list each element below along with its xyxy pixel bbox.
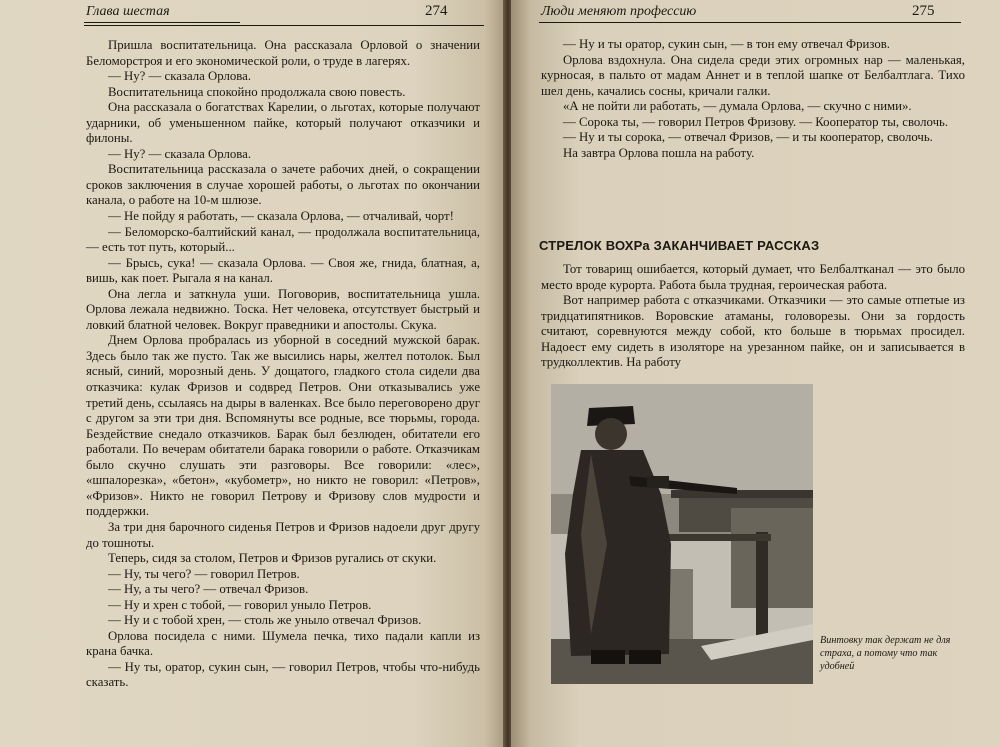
right-bottom-paragraph: Вот например работа с отказчиками. Отказчики — это самые отпетые из тридцатипятников. Воровские атаманы, головорезы. Они за гордость считают, соревнуются между собой, кто больше в тюрьмах просидел. Надоест ему сидеть в изоляторе на урезанном пайке, он и записывается в трудколлектив. На работу	[541, 293, 965, 370]
left-body-text	[86, 38, 480, 691]
left-head-rule-short	[84, 22, 240, 23]
left-paragraph: — Беломорско-балтийский канал, — продолжала воспитательница, — есть тот путь, который...	[86, 224, 480, 255]
guard-with-rifle-illustration	[551, 384, 813, 684]
left-paragraph: — Ну и с тобой хрен, — столь же уныло отвечал Фризов.	[108, 613, 422, 628]
right-page-number: 275	[912, 3, 935, 19]
left-paragraph: — Брысь, сука! — сказала Орлова. — Своя же, гнида, блатная, а, вишь, как поет. Рыгала я на канал.	[86, 255, 480, 286]
right-top-paragraph: — Сорока ты, — говорил Петров Фризову. — Кооператор ты, сволочь.	[563, 114, 949, 129]
left-paragraph: Она легла и заткнула уши. Поговорив, воспитательница ушла. Орлова лежала недвижно. Тоска. Нет человека, отсутствует быстрый и ловкий блатной человек. Вокруг праведники и апостолы. Скука.	[86, 286, 480, 332]
left-paragraph: — Ну? — сказала Орлова.	[108, 69, 252, 84]
left-paragraph: За три дня барочного сиденья Петров и Фризов надоели друг другу до тошноты.	[86, 519, 480, 550]
photo-caption-text: Винтовку так держат не для страха, а потому что так удобней	[820, 635, 951, 672]
left-paragraph: Пришла воспитательница. Она рассказала Орловой о значении Беломорстроя и его экономической роли, о труде в лагерях.	[86, 38, 480, 68]
left-paragraph: Она рассказала о богатствах Карелии, о льготах, которые получают ударники, об уменьшенном пайке, который получают отказчики и филоны.	[86, 100, 480, 146]
left-head-rule	[84, 25, 484, 26]
right-top-paragraph: Орлова вздохнула. Она сидела среди этих огромных нар — маленькая, курносая, в пальто от мадам Аннет и в теплой шапке от Белбалтлага. Тихо шел день, качались сосны, кричали галки.	[541, 52, 965, 98]
left-running-head: Глава шестая	[86, 4, 170, 19]
right-bottom-paragraph: Тот товарищ ошибается, который думает, что Белбалтканал — это было место вроде курорта. Работа была трудная, героическая работа.	[541, 262, 965, 292]
left-paragraph: Воспитательница спокойно продолжала свою повесть.	[108, 84, 406, 99]
left-paragraph: — Ну? — сказала Орлова.	[108, 146, 252, 161]
right-running-head: Люди меняют профессию	[541, 4, 697, 19]
left-page-number: 274	[425, 3, 448, 19]
left-paragraph: — Не пойду я работать, — сказала Орлова, — отчаливай, чорт!	[108, 209, 454, 224]
left-paragraph: Теперь, сидя за столом, Петров и Фризов ругались от скуки.	[108, 551, 437, 566]
right-body-text-bottom	[541, 262, 965, 371]
section-heading: СТРЕЛОК ВОХРа ЗАКАНЧИВАЕТ РАССКАЗ	[539, 238, 820, 253]
left-paragraph: Днем Орлова пробралась из уборной в соседний мужской барак. Здесь было так же пусто. Так же высились нары, желтел потолок. Был ясный, синий, морозный день. У дощатого, гладкого стола сидели два отказчика: кулак Фризов и содвред Петров. Они отказывались уже третий день, ссылаясь на дыры в валенках. Все было переговорено друг с другом за эти три дня. Вспомянуты все родные, все тюрьмы, города. Бездействие снедало отказчиков. Барак был безлюден, обитатели его работали. По вечерам обитатели барака говорили о работе. Отказчикам было скучно слушать эти разговоры. Все говорили: «лес», «шпалорезка», «бетон», «кубометр», но никто не говорил: «Петров», «Фризов». Никто не говорил Петрову и Фризову слов мудрости и поддержки.	[86, 333, 480, 519]
left-paragraph: Орлова посидела с ними. Шумела печка, тихо падали капли из крана бачка.	[86, 628, 480, 659]
left-paragraph: — Ну ты, оратор, сукин сын, — говорил Петров, чтобы что-нибудь сказать.	[86, 659, 480, 690]
right-body-text-top	[541, 37, 965, 161]
right-head-rule	[539, 22, 961, 23]
left-paragraph: — Ну, а ты чего? — отвечал Фризов.	[108, 582, 309, 597]
guard-photo	[551, 384, 813, 684]
left-paragraph: — Ну и хрен с тобой, — говорил уныло Петров.	[108, 597, 372, 612]
right-top-paragraph: — Ну и ты оратор, сукин сын, — в тон ему отвечал Фризов.	[563, 37, 891, 51]
left-paragraph: Воспитательница рассказала о зачете рабочих дней, о сокращении сроков заключения в случае хорошей работы, о льготах по окончании канала, о работе на 10-м шлюзе.	[86, 162, 480, 208]
left-paragraph: — Ну, ты чего? — говорил Петров.	[108, 566, 300, 581]
photo-caption	[820, 634, 970, 673]
right-top-paragraph: На завтра Орлова пошла на работу.	[563, 145, 755, 160]
right-top-paragraph: «А не пойти ли работать, — думала Орлова, — скучно с ними».	[563, 99, 912, 114]
right-top-paragraph: — Ну и ты сорока, — отвечал Фризов, — и ты кооператор, сволочь.	[563, 130, 933, 145]
